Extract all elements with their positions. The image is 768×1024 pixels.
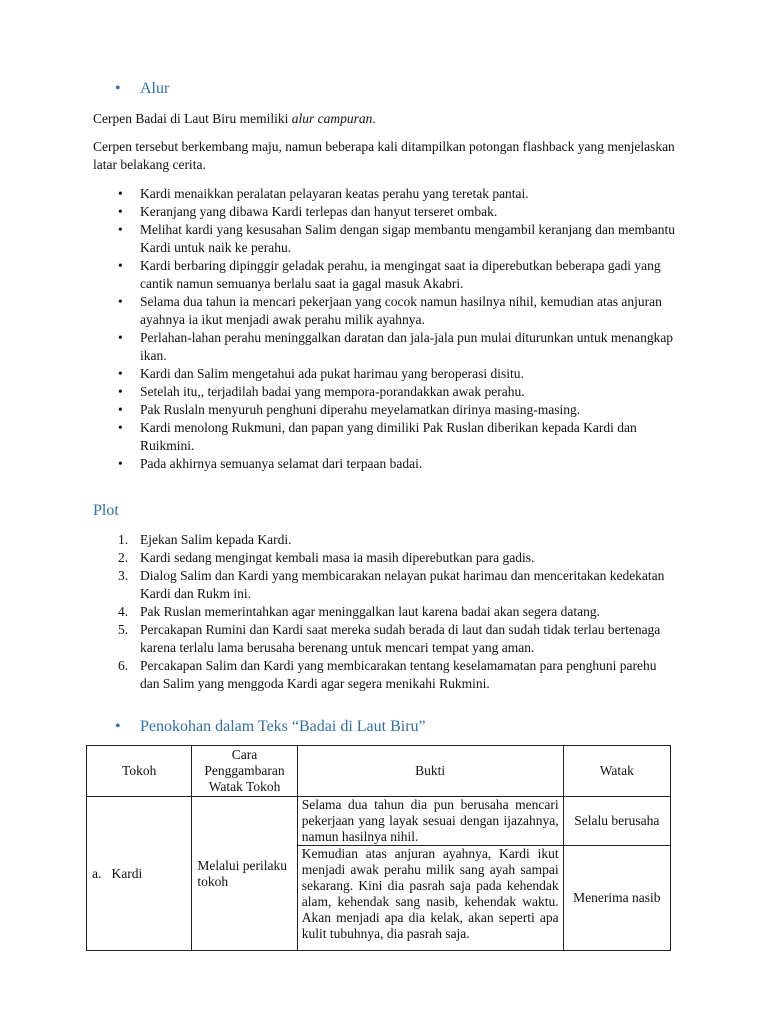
cell-watak: Menerima nasib <box>563 846 670 951</box>
header-watak: Watak <box>563 746 670 797</box>
alur-type: alur campuran <box>291 111 373 126</box>
bullet-icon: • <box>118 330 123 345</box>
list-item: 5. Percakapan Rumini dan Kardi saat mereka sudah berada di laut dan sudah tidak terlau bertenaga karena terlalu lama berusaha berenang untuk mencari tempat yang aman. <box>118 622 661 655</box>
list-item: 6. Percakapan Salim dan Kardi yang membicarakan tentang keselamamatan para penghuni parehu dan Salim yang menggoda Kardi agar segera menikahi Rukmini. <box>118 658 657 691</box>
list-item: 1. Ejekan Salim kepada Kardi. <box>118 532 292 547</box>
list-item: • Pada akhirnya semuanya selamat dari terpaan badai. <box>118 456 423 471</box>
plot-list <box>118 531 678 693</box>
list-item: • Setelah itu,, terjadilah badai yang mempora-porandakkan awak perahu. <box>118 384 525 399</box>
header-cara: Cara Penggambaran Watak Tokoh <box>192 746 297 797</box>
cell-bukti: Selama dua tahun dia pun berusaha mencari pekerjaan yang layak sesuai dengan ijazahnya, namun hasilnya nihil. <box>297 797 563 846</box>
bullet-icon: • <box>118 258 123 273</box>
bullet-icon: • <box>118 294 123 309</box>
plot-heading: Plot <box>93 502 119 519</box>
bullet-icon: • <box>118 186 123 201</box>
cell-bukti: Kemudian atas anjuran ayahnya, Kardi ikut menjadi awak perahu milik sang ayah sampai sekarang. Kini dia pasrah saja pada kehendak alam, kehendak sang nasib, kehendak waktu. Akan menjadi apa dia kelak, akan seperti apa kulit tubuhnya, dia pasrah saja. <box>297 846 563 951</box>
table-row <box>87 797 671 846</box>
alur-intro: Cerpen Badai di Laut Biru memiliki alur campuran. <box>93 111 376 126</box>
cell-cara: Melalui perilaku tokoh <box>192 797 297 951</box>
list-item: 3. Dialog Salim dan Kardi yang membicarakan nelayan pukat harimau dan menceritakan kedekatan Kardi dan Rukm ini. <box>118 568 665 601</box>
alur-event-list <box>118 185 678 473</box>
document-page: • Alur Cerpen Badai di Laut Biru memiliki alur campuran. Cerpen tersebut berkembang maju, namun beberapa kali ditampilkan potongan flashback yang menjelaskan latar belakang cerita. • Kardi menaikkan peralatan pelayaran keatas perahu yang teretak pantai. • Keranjang yang dibawa Kardi terlepas dan hanyut terseret ombak. • Melihat kardi yang kesusahan Salim dengan sigap membantu mengambil keranjang dan membantu Kardi untuk naik ke perahu. • Kardi berbaring dipinggir geladak perahu, ia mengingat saat ia diperebutkan beberapa gadi yang cantik namun semuanya berlalu saat ia gagal masuk Akabri. • Selama dua tahun ia mencari pekerjaan yang cocok namun hasilnya nihil, kemudian atas anjuran ayahnya ia ikut menjadi awak perahu milik ayahnya. • Perlahan-lahan perahu meninggalkan daratan dan jala-jala pun mulai diturunkan untuk menangkap ikan. • Kardi dan Salim mengetahui ada pukat harimau yang beroperasi disitu. • Setelah itu,, terjadilah badai yang mempora-porandakkan awak perahu. • Pak Ruslaln menyuruh penghuni diperahu meyelamatkan dirinya masing-masing. • Kardi menolong Rukmuni, dan papan yang dimiliki Pak Ruslan diberikan kepada Kardi dan Ruikmini. • Pada akhirnya semuanya selamat dari terpaan badai. Plot 1. Ejekan Salim kepada Kardi. 2. Kardi sedang mengingat kembali masa ia masih diperebutkan para gadis. 3. Dialog Salim dan Kardi yang membicarakan nelayan pukat harimau dan menceritakan kedekatan Kardi dan Rukm ini. 4. Pak Ruslan memerintahkan agar meninggalkan laut karena badai akan segera datang. 5. Percakapan Rumini dan Kardi saat mereka sudah berada di laut dan sudah tidak terlau bertenaga karena terlalu lama berusaha berenang untuk mencari tempat yang aman. 6. Percakapan Salim dan Kardi yang membicarakan tentang keselamamatan para penghuni parehu dan Salim yang menggoda Kardi agar segera menikahi Rukmini. • Penokohan dalam Teks “Badai di Laut Biru” Tokoh Cara Penggambaran Watak Tokoh Bukti Watak a. Kardi Melalui perilaku tokoh Selama dua tahun dia pun berusaha mencari pekerjaan yang layak sesuai dengan ijazahnya, namun hasilnya nihil. Selalu berusaha Kemudian atas anjuran ayahnya, Kardi ikut menjadi awak perahu milik sang ayah sampai sekarang. Kini dia pasrah saja pada kehendak alam, kehendak sang nasib, kehendak waktu. Akan menjadi apa dia kelak, akan seperti apa kulit tubuhnya, dia pasrah saja. Menerima nasib <box>0 0 768 1024</box>
table-header-row <box>87 746 671 797</box>
list-item: • Perlahan-lahan perahu meninggalkan daratan dan jala-jala pun mulai diturunkan untuk menangkap ikan. <box>118 330 674 363</box>
cell-watak: Selalu berusaha <box>563 797 670 846</box>
bullet-icon: • <box>118 384 123 399</box>
list-item: • Kardi menaikkan peralatan pelayaran keatas perahu yang teretak pantai. <box>118 186 529 201</box>
alur-description: Cerpen tersebut berkembang maju, namun beberapa kali ditampilkan potongan flashback yang menjelaskan latar belakang cerita. <box>93 139 675 172</box>
bullet-icon: • <box>115 80 121 97</box>
bullet-icon: • <box>115 718 121 735</box>
penokohan-table <box>86 745 671 951</box>
bullet-icon: • <box>118 222 123 237</box>
bullet-icon: • <box>118 402 123 417</box>
list-item: • Melihat kardi yang kesusahan Salim dengan sigap membantu mengambil keranjang dan membantu Kardi untuk naik ke perahu. <box>118 222 675 255</box>
bullet-icon: • <box>118 366 123 381</box>
list-item: • Kardi menolong Rukmuni, dan papan yang dimiliki Pak Ruslan diberikan kepada Kardi dan Ruikmini. <box>118 420 637 453</box>
header-tokoh: Tokoh <box>87 746 192 797</box>
list-item: • Selama dua tahun ia mencari pekerjaan yang cocok namun hasilnya nihil, kemudian atas anjuran ayahnya ia ikut menjadi awak perahu milik ayahnya. <box>118 294 662 327</box>
list-item: • Pak Ruslaln menyuruh penghuni diperahu meyelamatkan dirinya masing-masing. <box>118 402 581 417</box>
list-item: • Kardi berbaring dipinggir geladak perahu, ia mengingat saat ia diperebutkan beberapa gadi yang cantik namun semuanya berlalu saat ia gagal masuk Akabri. <box>118 258 661 291</box>
list-item: 4. Pak Ruslan memerintahkan agar meninggalkan laut karena badai akan segera datang. <box>118 604 600 619</box>
bullet-icon: • <box>118 420 123 435</box>
header-bukti: Bukti <box>297 746 563 797</box>
cell-tokoh: a. Kardi <box>87 797 192 951</box>
list-item: 2. Kardi sedang mengingat kembali masa ia masih diperebutkan para gadis. <box>118 550 535 565</box>
list-item: • Keranjang yang dibawa Kardi terlepas dan hanyut terseret ombak. <box>118 204 498 219</box>
bullet-icon: • <box>118 204 123 219</box>
list-item: • Kardi dan Salim mengetahui ada pukat harimau yang beroperasi disitu. <box>118 366 524 381</box>
bullet-icon: • <box>118 456 123 471</box>
